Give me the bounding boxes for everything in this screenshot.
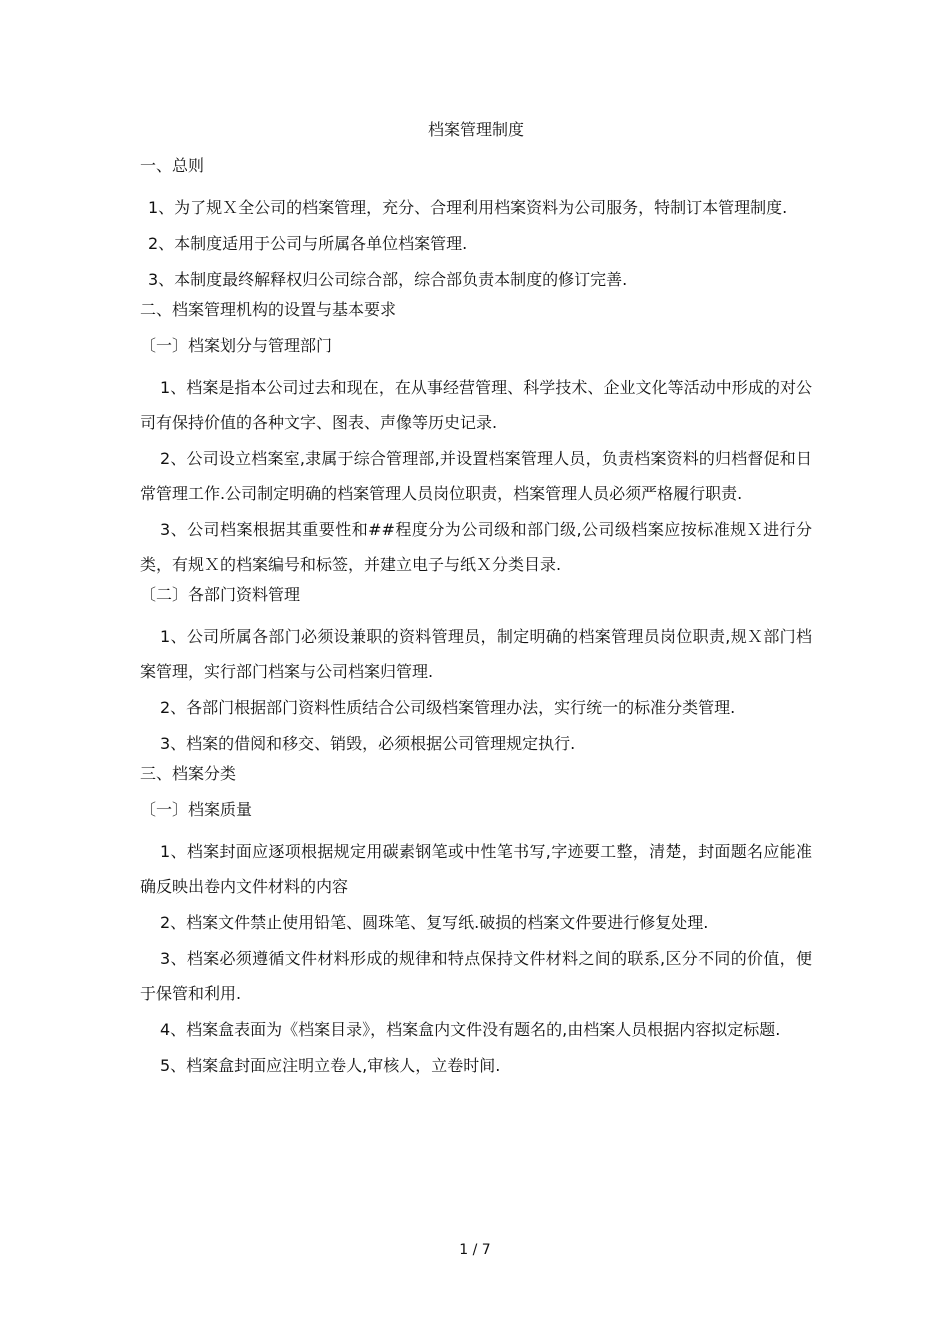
section-heading: 一、总则 bbox=[140, 156, 205, 175]
paragraph: 3、本制度最终解释权归公司综合部，综合部负责本制度的修订完善. bbox=[148, 270, 628, 289]
paragraph: 1、公司所属各部门必须设兼职的资料管理员，制定明确的档案管理员岗位职责,规Ｘ部门档案管理，实行部门档案与公司档案归管理. bbox=[140, 627, 812, 681]
paragraph: 3、档案的借阅和移交、销毁，必须根据公司管理规定执行. bbox=[160, 734, 576, 753]
page-number: 1 / 7 bbox=[459, 1242, 491, 1258]
paragraph: 1、档案封面应逐项根据规定用碳素钢笔或中性笔书写,字迹要工整，清楚，封面题名应能准确反映出卷内文件材料的内容 bbox=[140, 842, 812, 896]
paragraph: 2、公司设立档案室,隶属于综合管理部,并设置档案管理人员，负责档案资料的归档督促和日常管理工作.公司制定明确的档案管理人员岗位职责，档案管理人员必须严格履行职责. bbox=[140, 449, 812, 503]
subsection-heading: 〔一〕档案划分与管理部门 bbox=[140, 336, 333, 355]
paragraph: 1、为了规Ｘ全公司的档案管理，充分、合理利用档案资料为公司服务，特制订本管理制度. bbox=[148, 198, 788, 217]
subsection-heading: 〔一〕档案质量 bbox=[140, 800, 253, 819]
paragraph: 3、档案必须遵循文件材料形成的规律和特点保持文件材料之间的联系,区分不同的价值，便于保管和利用. bbox=[140, 949, 812, 1003]
paragraph: 2、本制度适用于公司与所属各单位档案管理. bbox=[148, 234, 468, 253]
subsection-heading: 〔二〕各部门资料管理 bbox=[140, 585, 301, 604]
paragraph: 3、公司档案根据其重要性和##程度分为公司级和部门级,公司级档案应按标准规Ｘ进行分类，有规Ｘ的档案编号和标签，并建立电子与纸Ｘ分类目录. bbox=[140, 520, 812, 574]
paragraph: 2、档案文件禁止使用铅笔、圆珠笔、复写纸.破损的档案文件要进行修复处理. bbox=[160, 913, 709, 932]
paragraph: 1、档案是指本公司过去和现在，在从事经营管理、科学技术、企业文化等活动中形成的对公司有保持价值的各种文字、图表、声像等历史记录. bbox=[140, 378, 812, 432]
document-title: 档案管理制度 bbox=[427, 120, 524, 139]
paragraph: 5、档案盒封面应注明立卷人,审核人，立卷时间. bbox=[160, 1056, 501, 1075]
document-body bbox=[140, 118, 812, 1084]
section-heading: 三、档案分类 bbox=[140, 764, 237, 783]
paragraph: 2、各部门根据部门资料性质结合公司级档案管理办法，实行统一的标准分类管理. bbox=[160, 698, 736, 717]
paragraph: 4、档案盒表面为《档案目录》，档案盒内文件没有题名的,由档案人员根据内容拟定标题. bbox=[160, 1020, 781, 1039]
section-heading: 二、档案管理机构的设置与基本要求 bbox=[140, 300, 397, 319]
